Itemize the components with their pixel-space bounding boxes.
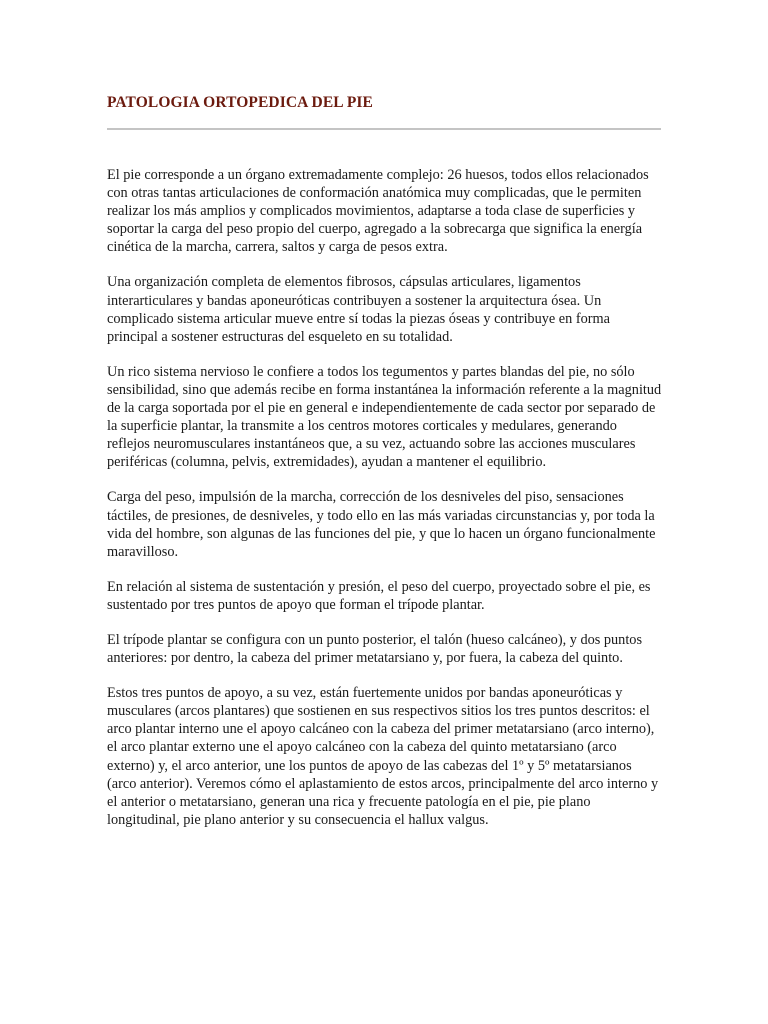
paragraph: Un rico sistema nervioso le confiere a todos los tegumentos y partes blandas del pie, no sólo sensibilidad, sino que además recibe en forma instantánea la información referente a la magnitud de la carga soportada por el pie en general e independientemente de cada sector por separado de la superficie plantar, la transmite a los centros motores corticales y medulares, generando reflejos neuromusculares instantáneos que, a su vez, actuando sobre las acciones musculares periféricas (columna, pelvis, extremidades), ayudan a mantener el equilibrio. — [107, 363, 662, 471]
paragraph: El pie corresponde a un órgano extremadamente complejo: 26 huesos, todos ellos relacionados con otras tantas articulaciones de conformación anatómica muy complicadas, que le permiten realizar los más amplios y complicados movimientos, adaptarse a toda clase de superficies y soportar la carga del peso propio del cuerpo, agregado a la sobrecarga que significa la energía cinética de la marcha, carrera, saltos y carga de pesos extra. — [107, 167, 649, 256]
horizontal-divider — [107, 128, 661, 130]
paragraph: Carga del peso, impulsión de la marcha, corrección de los desniveles del piso, sensaciones táctiles, de presiones, de desniveles, y todo ello en las más variadas circunstancias y, por toda la vida del hombre, son algunas de las funciones del pie, y que lo hacen un órgano funcionalmente maravilloso. — [107, 489, 656, 560]
paragraph: Una organización completa de elementos fibrosos, cápsulas articulares, ligamentos interarticulares y bandas aponeuróticas contribuyen a sostener la arquitectura ósea. Un complicado sistema articular mueve entre sí todas la piezas óseas y contribuye en forma principal a sostener estructuras del esqueleto en su totalidad. — [107, 274, 610, 345]
document-title: PATOLOGIA ORTOPEDICA DEL PIE — [107, 94, 373, 111]
document-body — [107, 166, 663, 846]
paragraph: El trípode plantar se configura con un punto posterior, el talón (hueso calcáneo), y dos puntos anteriores: por dentro, la cabeza del primer metatarsiano y, por fuera, la cabeza del quinto. — [107, 631, 643, 667]
paragraph: Estos tres puntos de apoyo, a su vez, están fuertemente unidos por bandas aponeuróticas y musculares (arcos plantares) que sostienen en sus respectivos sitios los tres puntos descritos: el arco plantar interno une el apoyo calcáneo con la cabeza del primer metatarsiano (arco interno), el arco plantar externo une el apoyo calcáneo con la cabeza del quinto metatarsiano (arco externo) y, el arco anterior, une los puntos de apoyo de las cabezas del 1º y 5º metatarsianos (arco anterior). Veremos cómo el aplastamiento de estos arcos, principalmente del arco interno y el anterior o metatarsiano, generan una rica y frecuente patología en el pie, pie plano longitudinal, pie plano anterior y su consecuencia el hallux valgus. — [107, 685, 659, 828]
paragraph: En relación al sistema de sustentación y presión, el peso del cuerpo, proyectado sobre el pie, es sustentado por tres puntos de apoyo que forman el trípode plantar. — [107, 578, 651, 613]
